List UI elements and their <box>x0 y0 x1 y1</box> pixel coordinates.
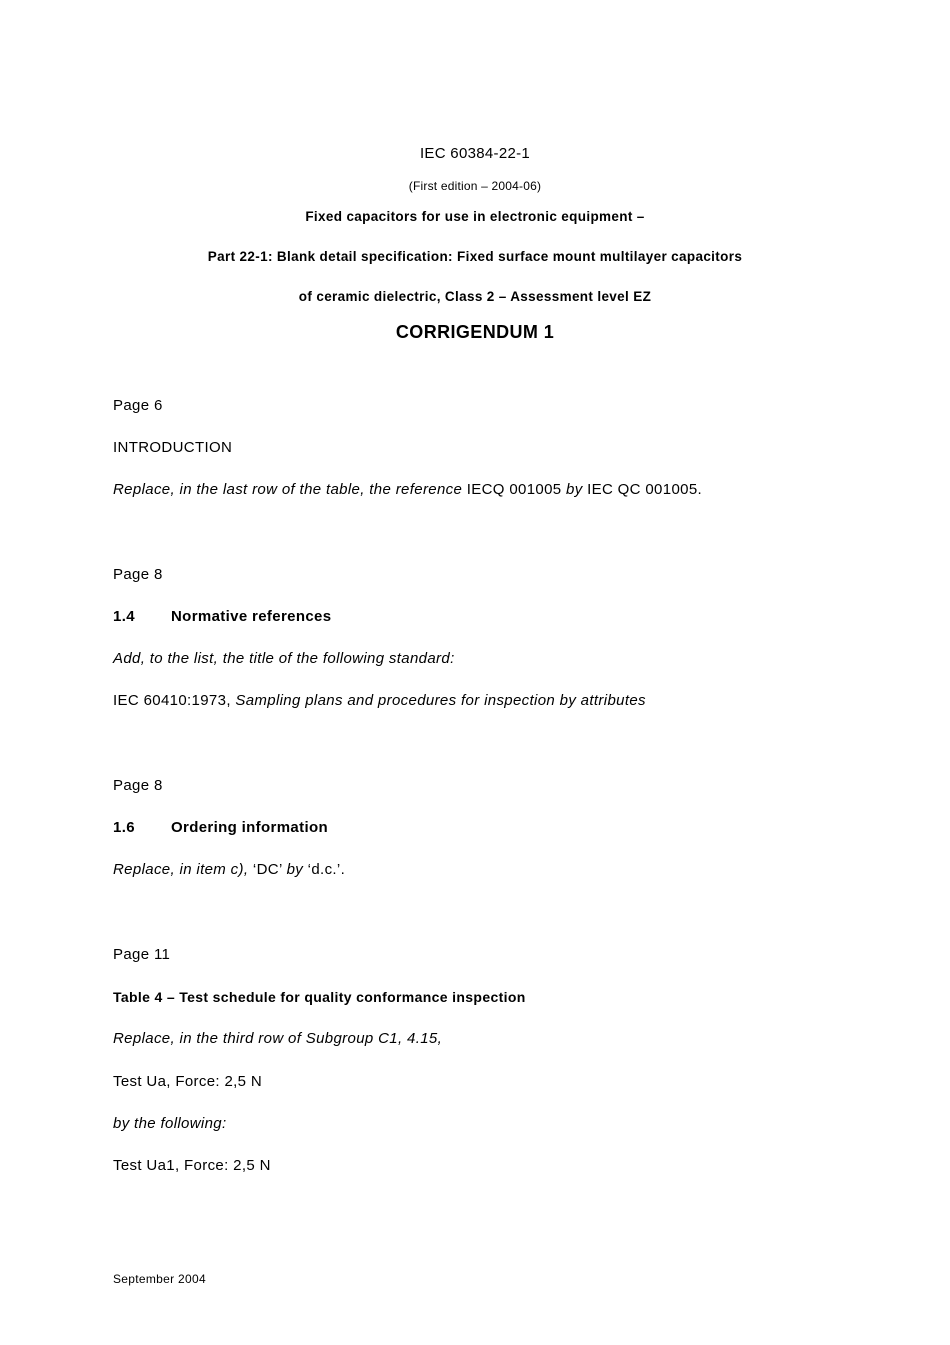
heading-number: 1.4 <box>113 608 135 625</box>
old-reference: IECQ 001005 <box>462 481 567 498</box>
document-title-line-3: of ceramic dielectric, Class 2 – Assessment level EZ <box>298 289 652 304</box>
section-heading-normative-references <box>113 608 331 625</box>
heading-title: Normative references <box>171 608 332 625</box>
standard-number: IEC 60384-22-1 <box>419 145 531 162</box>
old-text: ‘DC’ <box>248 861 287 878</box>
by-following-text: by the following: <box>113 1115 227 1132</box>
new-text: ‘d.c.’. <box>303 861 346 878</box>
add-instruction: Add, to the list, the title of the following standard: <box>113 650 455 667</box>
old-test-entry: Test Ua, Force: 2,5 N <box>113 1073 263 1090</box>
new-test-entry: Test Ua1, Force: 2,5 N <box>113 1157 271 1174</box>
section-heading-introduction: INTRODUCTION <box>113 439 233 456</box>
footer-date: September 2004 <box>113 1272 206 1286</box>
standard-ref-title: Sampling plans and procedures for inspection by attributes <box>235 692 646 709</box>
document-title-line-2: Part 22-1: Blank detail specification: Fixed surface mount multilayer capacitors <box>207 249 743 264</box>
edition-note: (First edition – 2004-06) <box>408 179 542 193</box>
standard-ref-number: IEC 60410:1973, <box>113 692 236 709</box>
replace-instruction <box>113 481 702 498</box>
page-reference: Page 6 <box>113 397 163 414</box>
heading-number: 1.6 <box>113 819 135 836</box>
section-heading-ordering-information <box>113 819 328 836</box>
corrigendum-heading: CORRIGENDUM 1 <box>395 322 555 342</box>
page-reference: Page 8 <box>113 566 163 583</box>
replace-instruction: Replace, in the third row of Subgroup C1, 4.15, <box>113 1030 443 1047</box>
document-title-line-1: Fixed capacitors for use in electronic equipment – <box>305 209 645 224</box>
page-reference: Page 11 <box>113 946 171 963</box>
instruction-text: Replace, in the last row of the table, the reference <box>113 481 463 498</box>
new-reference: IEC QC 001005. <box>582 481 703 498</box>
replace-instruction <box>113 861 345 878</box>
table-title: Table 4 – Test schedule for quality conformance inspection <box>113 989 526 1005</box>
by-word: by <box>286 861 304 878</box>
heading-title: Ordering information <box>171 819 328 836</box>
page-reference: Page 8 <box>113 777 163 794</box>
by-word: by <box>566 481 583 498</box>
standard-reference <box>113 692 646 709</box>
instruction-text: Replace, in item c), <box>113 861 249 878</box>
